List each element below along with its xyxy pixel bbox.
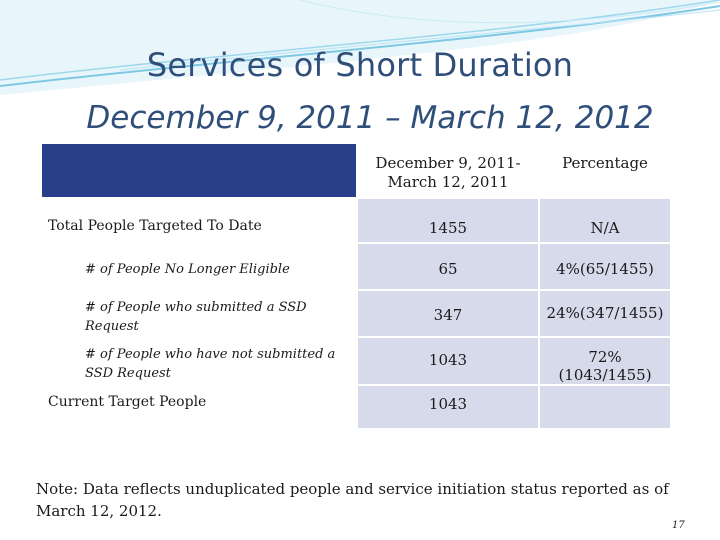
table-row: [42, 199, 672, 244]
data-table: [42, 144, 672, 430]
row-percent: N/A: [540, 199, 672, 244]
table-row: [42, 291, 672, 338]
row-count: 1455: [358, 199, 540, 244]
row-percent: 4%(65/1455): [540, 244, 672, 291]
table-header-row: [42, 144, 672, 199]
row-count: 1043: [358, 338, 540, 386]
row-label: # of People who submitted a SSD Request: [42, 291, 358, 338]
table-row: [42, 386, 672, 430]
row-label: # of People No Longer Eligible: [42, 244, 358, 291]
row-count: 347: [358, 291, 540, 338]
header-percentage: Percentage: [540, 144, 672, 199]
row-label: # of People who have not submitted a SSD Request: [42, 338, 358, 386]
page-number: 17: [672, 520, 685, 531]
row-percent: 24%(347/1455): [540, 291, 672, 338]
page-title: Services of Short Duration: [146, 46, 574, 84]
table-row: [42, 338, 672, 386]
row-percent: 72% (1043/1455): [540, 338, 672, 386]
header-date-range: December 9, 2011- March 12, 2011: [358, 144, 540, 199]
table-row: [42, 244, 672, 291]
row-label: Total People Targeted To Date: [42, 199, 358, 244]
row-percent: [540, 386, 672, 430]
page-subtitle: December 9, 2011 – March 12, 2012: [86, 100, 654, 136]
row-count: 1043: [358, 386, 540, 430]
header-blank-cell: [42, 144, 358, 199]
row-count: 65: [358, 244, 540, 291]
footnote: Note: Data reflects unduplicated people and service initiation status reported as of March 12, 2012.: [36, 480, 669, 520]
row-label: Current Target People: [42, 386, 358, 430]
